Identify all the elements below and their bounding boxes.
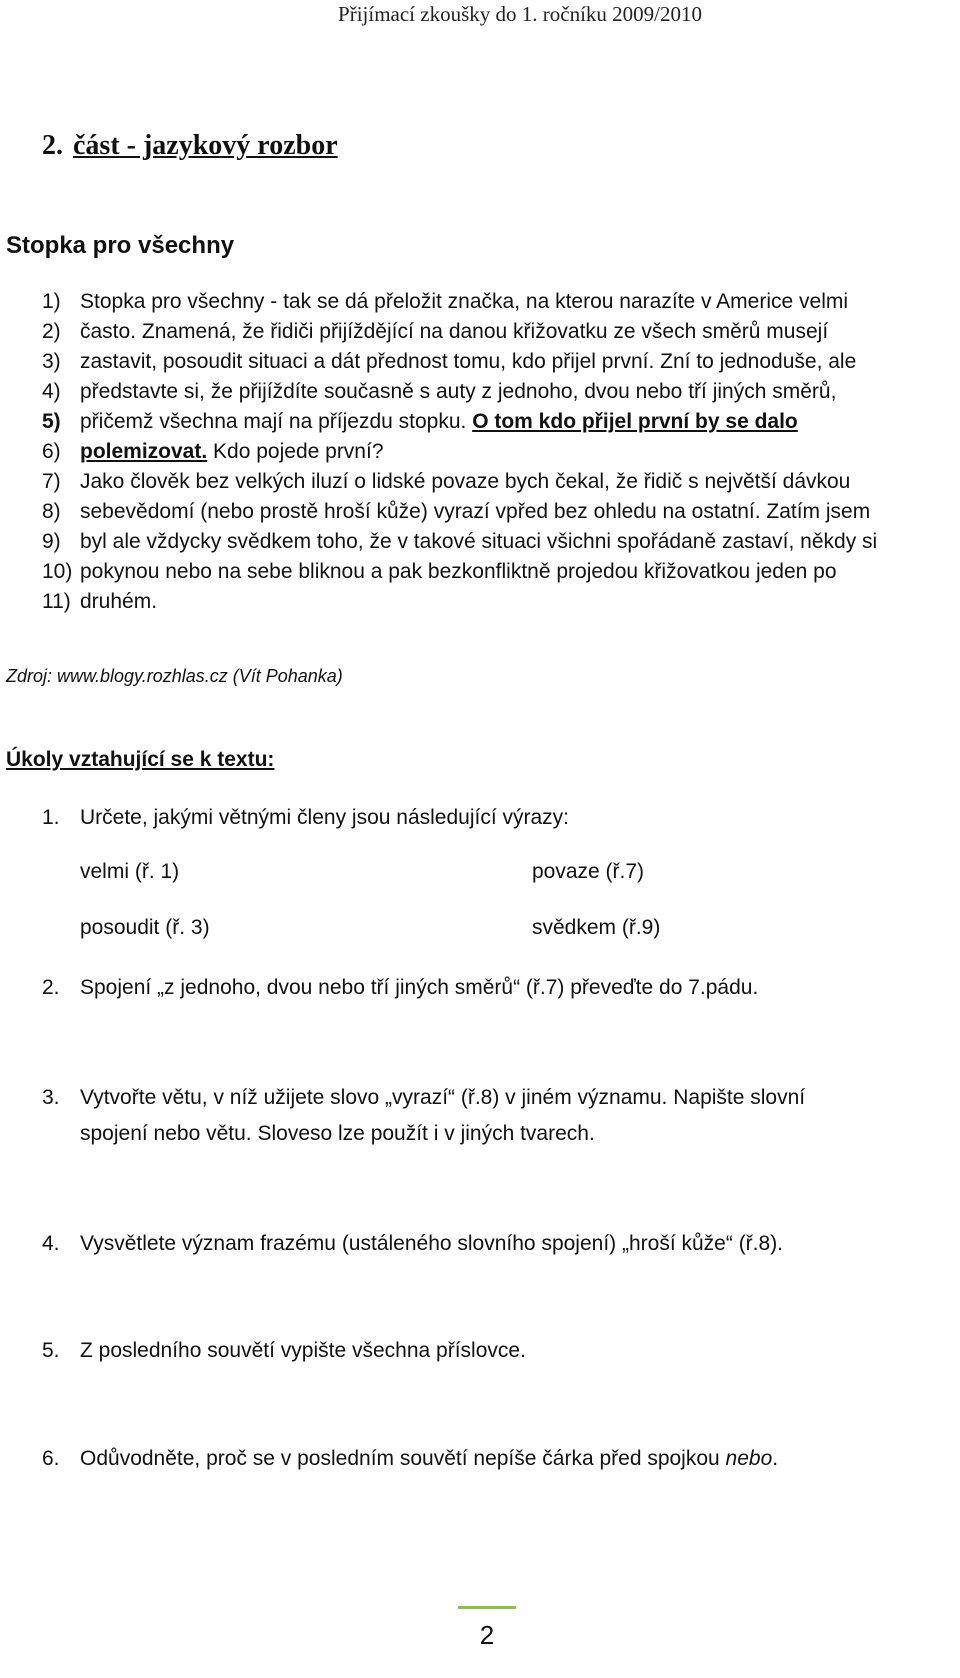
line-text: představte si, že přijíždíte současně s auty z jednoho, dvou nebo tří jiných směrů, — [80, 380, 837, 403]
task-text: Určete, jakými větnými členy jsou následující výrazy: — [80, 806, 569, 829]
part-title-text: část - jazykový rozbor — [73, 130, 338, 161]
article-title: Stopka pro všechny — [6, 232, 235, 259]
line-text: často. Znamená, že řidiči přijíždějící na danou křižovatku ze všech směrů musejí — [80, 320, 829, 343]
line-number: 7) — [42, 470, 61, 493]
line-number: 8) — [42, 500, 61, 523]
task-number: 5. — [42, 1339, 60, 1362]
underlined-phrase: polemizovat. — [80, 440, 208, 463]
expression-item: povaze (ř.7) — [532, 860, 645, 883]
task-text: Spojení „z jednoho, dvou nebo tří jiných směrů“ (ř.7) převeďte do 7.pádu. — [80, 976, 759, 999]
task-item — [42, 1232, 922, 1262]
line-text: byl ale vždycky svědkem toho, že v takové situaci všichni spořádaně zastaví, někdy si — [80, 530, 878, 553]
page-number: 2 — [479, 1620, 495, 1650]
task-text-end: . — [772, 1447, 779, 1470]
line-text — [80, 410, 798, 434]
line-text: Stopka pro všechny - tak se dá přeložit značka, na kterou narazíte v Americe velmi — [80, 290, 849, 313]
header-text: Přijímací zkoušky do 1. ročníku 2009/2010 — [338, 2, 702, 26]
tasks-title — [6, 748, 274, 772]
line-text: Jako člověk bez velkých iluzí o lidské povaze bych čekal, že řidič s největší dávkou — [80, 470, 851, 493]
task-item — [42, 1086, 922, 1156]
line-number: 1) — [42, 290, 61, 313]
italic-word: nebo — [725, 1447, 773, 1470]
part-number: 2. — [42, 130, 63, 161]
line-text: zastavit, posoudit situaci a dát přednost tomu, kdo přijel první. Zní to jednoduše, ale — [80, 350, 857, 373]
footer-divider — [458, 1606, 516, 1609]
expression-item: svědkem (ř.9) — [532, 916, 661, 939]
task-item — [42, 1447, 922, 1477]
task-text-continuation: spojení nebo větu. Sloveso lze použít i v jiných tvarech. — [80, 1122, 595, 1145]
line-number: 6) — [42, 440, 61, 463]
line-text: pokynou nebo na sebe bliknou a pak bezkonfliktně projedou křižovatkou jeden po — [80, 560, 837, 583]
line-number: 4) — [42, 380, 61, 403]
task-item — [42, 976, 922, 1006]
line-number: 2) — [42, 320, 61, 343]
line-number: 3) — [42, 350, 61, 373]
task-text: Vytvořte větu, v níž užijete slovo „vyrazí“ (ř.8) v jiném významu. Napište slovní — [80, 1086, 806, 1109]
expression-item: velmi (ř. 1) — [80, 860, 180, 883]
task-item — [42, 806, 922, 836]
task-number: 1. — [42, 806, 60, 829]
task-text-plain: Odůvodněte, proč se v posledním souvětí nepíše čárka před spojkou — [80, 1447, 726, 1470]
task-number: 2. — [42, 976, 60, 999]
line-text — [80, 440, 384, 464]
task-number: 3. — [42, 1086, 60, 1109]
line-text: druhém. — [80, 590, 158, 613]
task-text: Z posledního souvětí vypište všechna příslovce. — [80, 1339, 526, 1362]
line-number: 9) — [42, 530, 61, 553]
line-number: 10) — [42, 560, 73, 583]
task-item — [42, 1339, 922, 1369]
task-text — [80, 1447, 778, 1471]
line-number: 5) — [42, 410, 61, 433]
source-citation: Zdroj: www.blogy.rozhlas.cz (Vít Pohanka) — [6, 666, 343, 686]
task-number: 6. — [42, 1447, 60, 1470]
line-text: sebevědomí (nebo prostě hroší kůže) vyrazí vpřed bez ohledu na ostatní. Zatím jsem — [80, 500, 871, 523]
task-text: Vysvětlete význam frazému (ustáleného slovního spojení) „hroší kůže“ (ř.8). — [80, 1232, 784, 1255]
page-header — [0, 0, 960, 28]
underlined-phrase: O tom kdo přijel první by se dalo — [472, 410, 798, 433]
line-number: 11) — [42, 590, 71, 613]
line-text-plain: přičemž všechna mají na příjezdu stopku. — [80, 410, 473, 433]
part-title — [42, 130, 338, 162]
tasks-title-text: Úkoly vztahující se k textu: — [6, 748, 275, 771]
task-number: 4. — [42, 1232, 60, 1255]
expression-item: posoudit (ř. 3) — [80, 916, 210, 939]
line-text-plain: Kdo pojede první? — [207, 440, 384, 463]
